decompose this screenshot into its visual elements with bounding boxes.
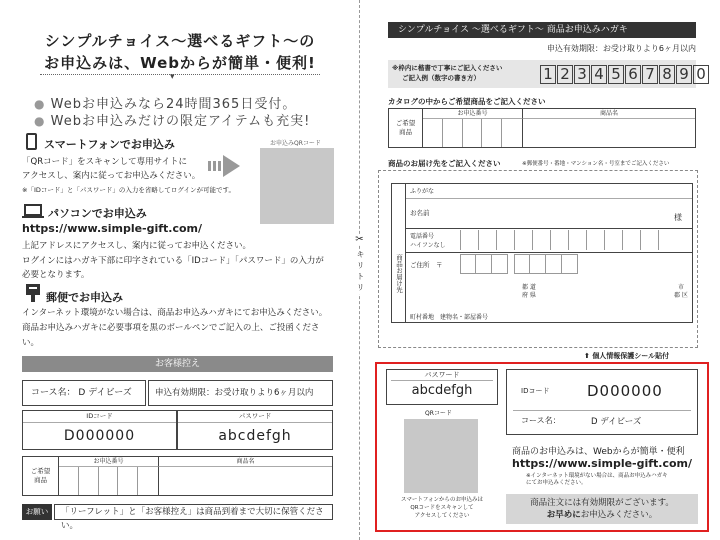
footer-badge: お願い [22, 504, 52, 520]
digit-sample: 7 [642, 65, 658, 84]
smartphone-note: ※「IDコード」と「パスワード」の入力を省略してログインが可能です。 [22, 186, 236, 194]
customer-id-box [22, 410, 177, 450]
bullet-2: ● Webお申込みだけの限定アイテムも充実! [34, 114, 311, 129]
product-no-label: お申込番号 [59, 457, 159, 467]
mail-title: 郵便でお申込み [46, 291, 123, 304]
smartphone-line1: 「QRコード」をスキャンして専用サイトに [22, 157, 188, 167]
delivery-form [391, 183, 693, 323]
address-label: ご住所 〒 [410, 261, 443, 269]
digits-guide [388, 60, 706, 88]
footer-text: 「リーフレット」と「お客様控え」は商品到着まで大切に保管ください。 [54, 504, 333, 520]
customer-pw-box [177, 410, 333, 450]
mail-line1: インターネット環境がない場合は、商品お申込みハガキにてお申込みください。 [22, 308, 328, 318]
furigana-divider [406, 198, 692, 199]
furigana-label: ふりがな [410, 188, 435, 195]
course-field: コース名： D デイビーズ [22, 380, 146, 406]
bullet-1: ● Webお申込みなら24時間365日受付。 [34, 97, 297, 112]
password-box [386, 369, 498, 405]
pw-label: パスワード [178, 411, 332, 423]
digit-sample: 6 [625, 65, 641, 84]
arrow-right-icon [208, 155, 240, 181]
cut-label: キリトリ [353, 250, 366, 294]
digit-sample: 9 [676, 65, 692, 84]
web-line: 商品のお申込みは、Webからが簡単・便利 [512, 447, 685, 457]
phone-input[interactable] [460, 230, 661, 250]
qr-caption: スマートフォンからのお申込みは QRコードをスキャンして アクセスしてください [401, 497, 483, 519]
pw-value: abcdefgh [218, 428, 292, 444]
qr-code-right [404, 419, 478, 493]
choice-label: ご希望 商品 [389, 109, 423, 147]
smartphone-title: スマートフォンでお申込み [44, 138, 175, 151]
web-note: ※インターネット環境がない場合は、商品お申込みハガキ にてお申込みください。 [526, 473, 668, 486]
mail-line2: 商品お申込みハガキに必要事項を黒のボールペンでご記入の上、ご投函くださ [22, 323, 320, 333]
pc-line2: ログインにはハガキ下部に印字されている「IDコード」「パスワード」の入力が [22, 256, 324, 266]
privacy-seal-label: ⬆ 個人情報保護シール貼付 [584, 352, 670, 360]
product-no-input[interactable] [423, 119, 523, 147]
digit-examples [540, 64, 710, 84]
pc-url[interactable]: https://www.simple-gift.com/ [22, 222, 203, 235]
digits-note-2: ご記入例（数字の書き方） [402, 74, 480, 82]
delivery-note: ※郵便番号・番地・マンション名・号室までご記入ください [522, 161, 670, 167]
bullet-dot-icon: ● [34, 114, 46, 128]
id-label-right: IDコード [521, 387, 550, 395]
id-value: D000000 [63, 428, 136, 444]
postal-input[interactable] [460, 254, 578, 274]
mailbox-icon [26, 284, 40, 306]
customer-product-table [22, 456, 333, 496]
id-label: IDコード [23, 411, 176, 423]
password-value: abcdefgh [391, 380, 493, 401]
digit-sample: 1 [540, 65, 556, 84]
product-name-input[interactable] [523, 119, 695, 147]
arrow-up-icon: ⬆ [584, 352, 590, 360]
password-label: パスワード [424, 371, 460, 379]
laptop-icon [22, 204, 44, 223]
web-url[interactable]: https://www.simple-gift.com/ [512, 457, 693, 470]
expiry-field: 申込有効期限：お受け取りより6ヶ月以内 [148, 380, 333, 406]
digit-sample: 8 [659, 65, 675, 84]
sama-label: 様 [674, 213, 682, 222]
name-divider [406, 228, 692, 229]
product-name-label: 商品名 [159, 457, 332, 467]
qr-label: お申込みQRコード [270, 140, 321, 147]
postcard-header: シンプルチョイス ～選べるギフト～ 商品お申込みハガキ [388, 22, 696, 38]
choice-label: ご希望 商品 [23, 457, 59, 495]
smartphone-icon [26, 133, 37, 150]
deadline-notice: 商品注文には有効期限がございます。 お早めにお申込みください。 [506, 494, 698, 524]
smartphone-line2: アクセスし、案内に従ってお申込みください。 [22, 171, 201, 181]
product-no-cells [59, 467, 159, 495]
qr-code [260, 148, 334, 224]
city-label: 市 郡 区 [674, 284, 688, 299]
id-course-box [506, 369, 698, 435]
id-divider [513, 410, 691, 411]
digit-sample: 4 [591, 65, 607, 84]
pc-line1: 上記アドレスにアクセスし、案内に従ってお申込ください。 [22, 241, 251, 251]
chevron-down-icon: ▾ [170, 72, 175, 82]
right-expiry: 申込有効期限：お受け取りより6ヶ月以内 [546, 44, 696, 53]
digit-sample: 2 [557, 65, 573, 84]
headline-line2: お申込みは、Webからが簡単・便利! [44, 54, 316, 72]
delivery-title: 商品のお届け先をご記入ください [388, 159, 501, 168]
id-value-right: D000000 [587, 382, 663, 400]
delivery-vertical-label: 商品お届け先 [392, 184, 406, 322]
headline-underline [40, 74, 320, 75]
course-value-right: D デイビーズ [591, 417, 642, 427]
scissors-icon: ✂ [353, 234, 366, 245]
customer-copy-header: お客様控え [22, 356, 333, 372]
product-no-label: お申込番号 [423, 109, 523, 119]
street-label: 町村番地 建物名・部屋番号 [410, 314, 489, 321]
phone-label: 電話番号 ハイフンなし [410, 233, 446, 249]
pc-line3: 必要となります。 [22, 270, 90, 280]
name-label: お名前 [410, 209, 430, 217]
phone-divider [406, 252, 692, 253]
digits-note-1: ※枠内に楷書で丁寧にご記入ください [392, 64, 503, 72]
delivery-area [378, 170, 698, 348]
mail-line3: い。 [22, 338, 40, 348]
bullet-dot-icon: ● [34, 97, 46, 111]
course-label-right: コース名： [521, 416, 561, 425]
prefecture-label: 都 道 府 県 [522, 284, 536, 299]
catalog-title: カタログの中からご希望商品をご記入ください [388, 97, 546, 106]
pc-title: パソコンでお申込み [48, 207, 147, 220]
headline-line1: シンプルチョイス～選べるギフト～の [44, 32, 316, 50]
digit-sample: 5 [608, 65, 624, 84]
product-choice-table [388, 108, 696, 148]
digit-sample: 0 [693, 65, 709, 84]
product-name-label: 商品名 [523, 109, 695, 119]
qr-label-right: QRコード [425, 410, 452, 417]
digit-sample: 3 [574, 65, 590, 84]
